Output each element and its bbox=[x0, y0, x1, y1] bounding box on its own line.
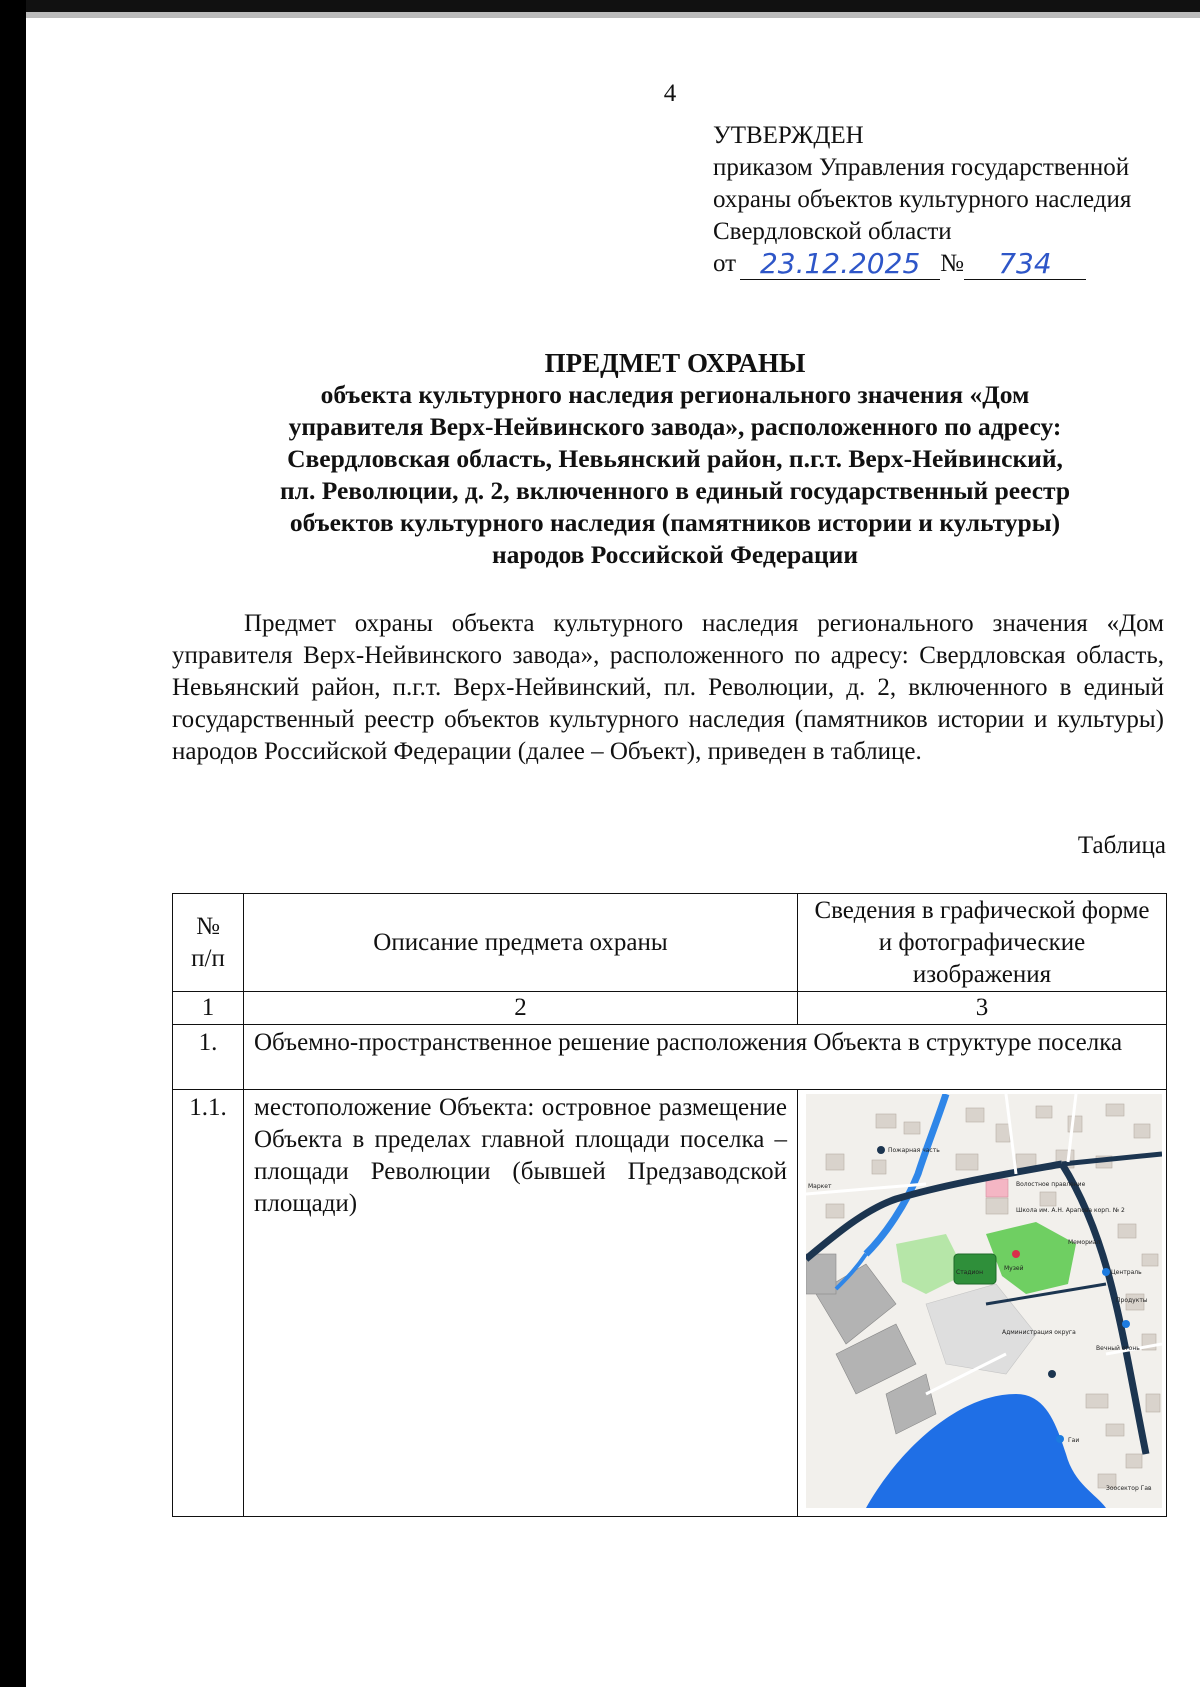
map-label-fire-station: Пожарная часть bbox=[888, 1147, 940, 1154]
title-line-6: народов Российской Федерации bbox=[491, 540, 859, 569]
page-number: 4 bbox=[663, 80, 677, 107]
title-line-1: объекта культурного наследия регионального значения «Дом bbox=[320, 380, 1030, 409]
header-number: № п/п bbox=[173, 894, 244, 992]
table-label: Таблица bbox=[1077, 832, 1166, 859]
col-num-1: 1 bbox=[173, 992, 244, 1025]
map-label-gai: Гаи bbox=[1068, 1437, 1080, 1444]
column-number-row bbox=[173, 992, 1167, 1025]
map-label-zoo: Зоосектор Гав bbox=[1106, 1485, 1152, 1492]
header-description: Описание предмета охраны bbox=[244, 894, 798, 992]
map-label-market: Маркет bbox=[808, 1183, 832, 1190]
title-main: ПРЕДМЕТ ОХРАНЫ bbox=[544, 348, 806, 378]
location-map bbox=[806, 1094, 1162, 1508]
intro-paragraph-text: Предмет охраны объекта культурного наследия регионального значения «Дом управителя Верх-Нейвинского завода», расположенного по адресу: Свердловская область, Невьянский район, п.г.т. Верх-Нейвинский, пл. Революции, д. 2, включенного в единый государственный реестр объектов культурного наследия (памятников истории и культуры) народов Российской Федерации (далее – Объект), приведен в таблице. bbox=[172, 610, 1164, 765]
map-label-product: Продукты bbox=[1116, 1297, 1148, 1304]
handwritten-date: 23.12.2025 bbox=[740, 249, 940, 280]
approval-line-3: Свердловской области bbox=[713, 218, 952, 245]
approval-heading: УТВЕРЖДЕН bbox=[713, 122, 864, 149]
title-line-4: пл. Революции, д. 2, включенного в единый государственный реестр bbox=[279, 476, 1071, 505]
map-label-eternal: Вечный огонь bbox=[1096, 1345, 1140, 1352]
title-line-2: управителя Верх-Нейвинского завода», расположенного по адресу: bbox=[288, 412, 1062, 441]
map-label-school: Школа им. А.Н. Арапова корп. № 2 bbox=[1016, 1207, 1125, 1214]
map-label-admin: Администрация округа bbox=[1002, 1329, 1076, 1336]
scan-edge-left bbox=[0, 0, 26, 1687]
approval-date-line bbox=[713, 248, 1131, 280]
title-line-3: Свердловская область, Невьянский район, п.г.т. Верх-Нейвинский, bbox=[287, 444, 1063, 473]
map-label-museum: Музей bbox=[1004, 1265, 1024, 1272]
protection-table bbox=[172, 893, 1167, 1517]
map-label-memorial: Мемориал bbox=[1068, 1239, 1101, 1246]
row-description: местоположение Объекта: островное размещение Объекта в пределах главной площади поселка – площади Революции (бывшей Предзаводской площади) bbox=[244, 1090, 798, 1517]
title-line-5: объектов культурного наследия (памятников истории и культуры) bbox=[289, 508, 1061, 537]
map-cell bbox=[798, 1090, 1167, 1517]
map-label-volost: Волостное правление bbox=[1016, 1181, 1086, 1188]
row-number: 1.1. bbox=[173, 1090, 244, 1517]
map-label-center: Централь bbox=[1111, 1269, 1142, 1276]
col-num-3: 3 bbox=[798, 992, 1167, 1025]
section-row bbox=[173, 1025, 1167, 1090]
table-header-row bbox=[173, 894, 1167, 992]
document-title bbox=[175, 347, 1175, 571]
approval-line-2: охраны объектов культурного наследия bbox=[713, 186, 1132, 213]
date-prefix: от bbox=[713, 250, 737, 277]
scan-edge-top bbox=[0, 0, 1200, 12]
map-label-stadium: Стадион bbox=[956, 1269, 984, 1276]
header-graphics: Сведения в графической форме и фотографические изображения bbox=[798, 894, 1167, 992]
approval-line-1: приказом Управления государственной bbox=[713, 154, 1130, 181]
handwritten-number: 734 bbox=[964, 249, 1086, 280]
approval-block bbox=[713, 120, 1131, 280]
number-prefix: № bbox=[940, 250, 964, 277]
intro-paragraph bbox=[172, 608, 1164, 768]
section-number: 1. bbox=[173, 1025, 244, 1090]
table-row bbox=[173, 1090, 1167, 1517]
section-text: Объемно-пространственное решение расположения Объекта в структуре поселка bbox=[244, 1025, 1167, 1090]
col-num-2: 2 bbox=[244, 992, 798, 1025]
